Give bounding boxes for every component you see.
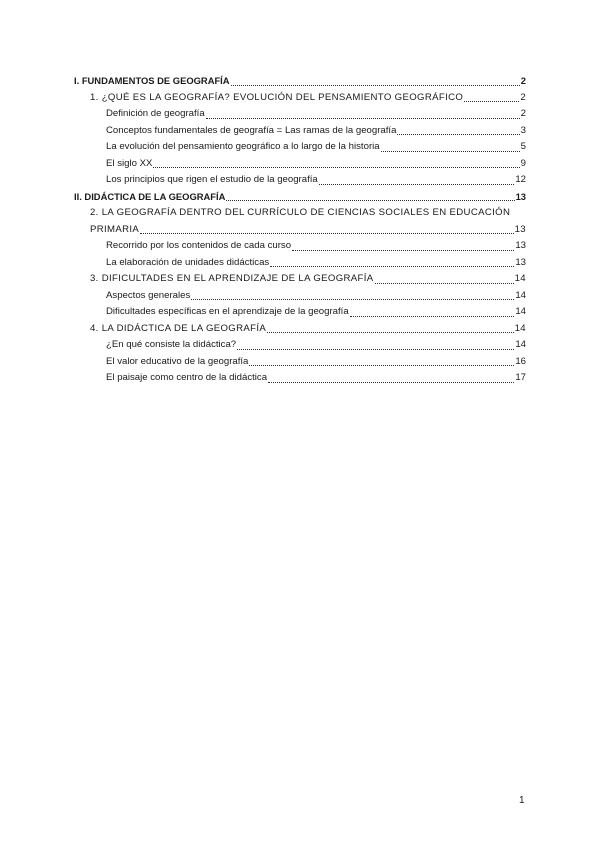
dot-leader — [231, 84, 520, 86]
page-number: 1 — [519, 795, 525, 806]
toc-entry-page: 14 — [515, 339, 526, 350]
dot-leader — [140, 232, 513, 234]
toc-entry[interactable] — [74, 139, 526, 156]
toc-entry-page: 13 — [515, 190, 526, 202]
toc-entry[interactable] — [74, 304, 526, 321]
toc-entry[interactable] — [74, 354, 526, 371]
toc-entry-title: Conceptos fundamentales de geografía = Las ramas de la geografía — [106, 124, 397, 136]
toc-entry-title: El valor educativo de la geografía — [106, 355, 249, 367]
dot-leader — [237, 348, 514, 350]
toc-entry-title: PRIMARIA — [90, 223, 140, 235]
dot-leader — [267, 331, 513, 333]
toc-entry-title: Dificultades específicas en el aprendizaje de la geografía — [106, 306, 349, 317]
toc-entry-title: El paisaje como centro de la didáctica — [106, 372, 268, 383]
toc-entry[interactable] — [74, 271, 526, 288]
toc-entry[interactable] — [74, 90, 526, 107]
dot-leader — [350, 315, 515, 317]
dot-leader — [319, 183, 515, 185]
toc-entry[interactable] — [74, 205, 526, 238]
dot-leader — [397, 133, 519, 135]
toc-entry-title: El siglo XX — [106, 157, 153, 169]
dot-leader — [375, 282, 514, 284]
dot-leader — [226, 199, 514, 201]
toc-entry-page: 2 — [520, 108, 526, 119]
toc-entry-page: 2 — [520, 91, 526, 103]
toc-entry-page: 2 — [520, 75, 526, 86]
toc-entry[interactable] — [74, 370, 526, 387]
toc-entry[interactable] — [74, 337, 526, 354]
toc-entry-title: II. DIDÁCTICA DE LA GEOGRAFÍA — [74, 190, 226, 202]
dot-leader — [153, 166, 519, 168]
toc-entry-page: 14 — [514, 322, 526, 334]
toc-entry-page: 13 — [515, 240, 526, 251]
toc-entry-page: 5 — [520, 141, 526, 152]
toc-entry-title: Aspectos generales — [106, 289, 191, 301]
toc-entry-title: 4. LA DIDÁCTICA DE LA GEOGRAFÍA — [90, 322, 267, 334]
toc-entry[interactable] — [74, 238, 526, 255]
toc-entry-title: ¿En qué consiste la didáctica? — [106, 339, 237, 350]
toc-entry-page: 9 — [520, 157, 526, 169]
toc-entry-title: Definición de geografía — [106, 108, 205, 119]
toc-entry-title: La evolución del pensamiento geográfico a lo largo de la historia — [106, 141, 380, 152]
toc-entry-page: 17 — [515, 372, 526, 383]
dot-leader — [249, 364, 514, 366]
dot-leader — [206, 117, 520, 119]
toc-entry[interactable] — [74, 106, 526, 123]
toc-entry-page: 14 — [515, 289, 526, 301]
dot-leader — [464, 100, 519, 102]
toc-entry-page: 16 — [515, 355, 526, 367]
toc-entry-page: 3 — [520, 124, 526, 136]
toc-entry-title: La elaboración de unidades didácticas — [106, 256, 270, 268]
toc-entry-title-line: 2. LA GEOGRAFÍA DENTRO DEL CURRÍCULO DE CIENCIAS SOCIALES EN EDUCACIÓN — [90, 207, 511, 218]
table-of-contents — [74, 73, 526, 387]
toc-entry[interactable] — [74, 156, 526, 173]
dot-leader — [381, 150, 520, 152]
toc-entry[interactable] — [74, 123, 526, 140]
toc-entry[interactable] — [74, 73, 526, 90]
toc-entry[interactable] — [74, 172, 526, 189]
toc-entry-title: Recorrido por los contenidos de cada curso — [106, 240, 292, 251]
toc-entry-title: 3. DIFICULTADES EN EL APRENDIZAJE DE LA GEOGRAFÍA — [90, 273, 374, 284]
toc-entry-title: Los principios que rigen el estudio de la geografía — [106, 174, 318, 185]
toc-entry[interactable] — [74, 321, 526, 338]
dot-leader — [268, 381, 514, 383]
dot-leader — [292, 249, 514, 251]
toc-entry-page: 13 — [515, 256, 526, 268]
dot-leader — [270, 265, 514, 267]
dot-leader — [191, 298, 514, 300]
toc-entry-page: 14 — [514, 273, 526, 284]
toc-entry-page: 14 — [515, 306, 526, 317]
toc-entry-title: I. FUNDAMENTOS DE GEOGRAFÍA — [74, 75, 230, 86]
toc-entry-page: 12 — [515, 174, 526, 185]
toc-entry[interactable] — [74, 288, 526, 305]
toc-entry[interactable] — [74, 255, 526, 272]
toc-entry-title: 1. ¿QUÉ ES LA GEOGRAFÍA? EVOLUCIÓN DEL PENSAMIENTO GEOGRÁFICO — [90, 91, 464, 103]
toc-entry[interactable] — [74, 189, 526, 206]
toc-entry-page: 13 — [514, 223, 526, 235]
